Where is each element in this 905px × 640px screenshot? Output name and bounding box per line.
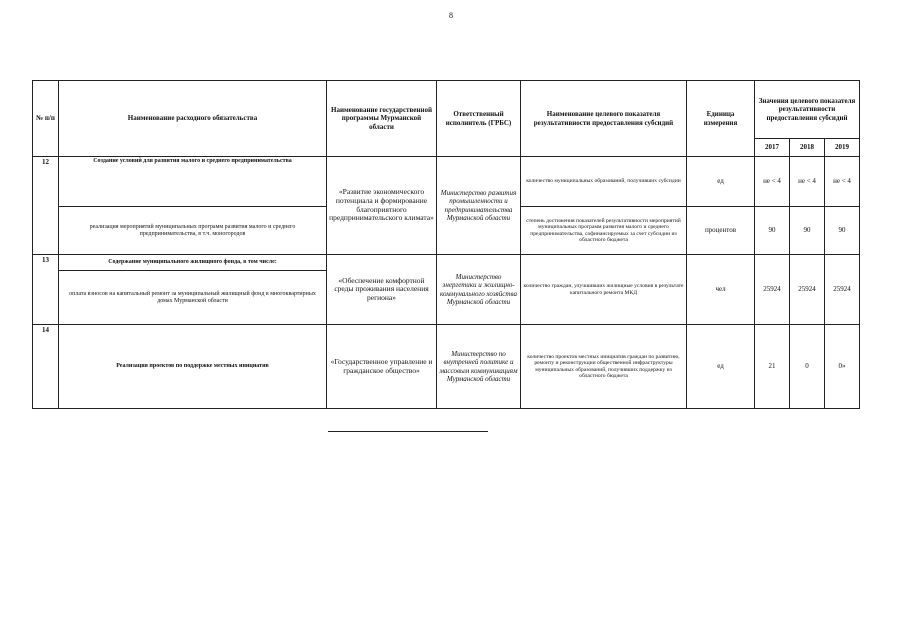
header-grbs: Ответственный исполнитель (ГРБС) (437, 81, 521, 157)
expense-name: реализация мероприятий муниципальных программ развития малого и среднего предпринимательства, в т.ч. моногородов (59, 207, 327, 255)
value-2018: 0 (790, 325, 825, 409)
expense-name: Реализация проектов по поддержке местных инициатив (59, 325, 327, 409)
header-program: Наименование государственной программы Мурманской области (327, 81, 437, 157)
value-2018: 25924 (790, 255, 825, 325)
unit: процентов (687, 207, 755, 255)
indicator-name: количество граждан, улучшивших жилищные условия в результате капитального ремонта МКД (521, 255, 687, 325)
row-number: 12 (33, 157, 59, 255)
header-year-2019: 2019 (825, 139, 860, 157)
header-expense: Наименование расходного обязательства (59, 81, 327, 157)
value-2017: 90 (755, 207, 790, 255)
table-row (33, 157, 860, 207)
row-number: 14 (33, 325, 59, 409)
table-row (33, 325, 860, 409)
value-2017: не < 4 (755, 157, 790, 207)
header-num: № п/п (33, 81, 59, 157)
program-name: «Развитие экономического потенциала и формирование благоприятного предпринимательского климата» (327, 157, 437, 255)
unit: ед (687, 325, 755, 409)
subsidy-indicators-table (32, 80, 860, 409)
indicator-name: количество муниципальных образований, получивших субсидии (521, 157, 687, 207)
table-row (33, 255, 860, 271)
value-2019: 25924 (825, 255, 860, 325)
unit: чел (687, 255, 755, 325)
value-2018: не < 4 (790, 157, 825, 207)
expense-name: оплата взносов на капитальный ремонт за муниципальный жилищный фонд в многоквартирных домах Мурманской области (59, 271, 327, 325)
value-2019: 0» (825, 325, 860, 409)
unit: ед (687, 157, 755, 207)
header-year-2018: 2018 (790, 139, 825, 157)
row-number: 13 (33, 255, 59, 325)
header-indicator: Наименование целевого показателя результативности предоставления субсидий (521, 81, 687, 157)
grbs-name: Министерство по внутренней политике и массовым коммуникациям Мурманской области (437, 325, 521, 409)
expense-title (59, 157, 327, 207)
value-2019: 90 (825, 207, 860, 255)
value-2017: 25924 (755, 255, 790, 325)
program-name: «Обеспечение комфортной среды проживания населения региона» (327, 255, 437, 325)
footer-divider (328, 431, 488, 432)
header-values: Значения целевого показателя результативности предоставления субсидий (755, 81, 860, 139)
program-name: «Государственное управление и гражданское общество» (327, 325, 437, 409)
grbs-name: Министерство развития промышленности и предпринимательства Мурманской области (437, 157, 521, 255)
indicator-name: количество проектов местных инициатив граждан по развитию, ремонту и реконструкции общественной инфраструктуры муниципальных образований, получивших поддержку из областного бюджета (521, 325, 687, 409)
expense-title: Содержание муниципального жилищного фонда, в том числе: (59, 255, 327, 271)
value-2019: не < 4 (825, 157, 860, 207)
value-2017: 21 (755, 325, 790, 409)
indicator-name: степень достижения показателей результативности мероприятий муниципальных программ развития малого и среднего предпринимательства, софинансируемых за счет субсидии из областного бюджета (521, 207, 687, 255)
header-unit: Единица измерения (687, 81, 755, 157)
grbs-name: Министерство энергетики и жилищно-коммунального хозяйства Мурманской области (437, 255, 521, 325)
expense-title-text: Создание условий для развития малого и среднего предпринимательства (93, 158, 292, 164)
page-number: 8 (449, 11, 453, 20)
value-2018: 90 (790, 207, 825, 255)
header-year-2017: 2017 (755, 139, 790, 157)
